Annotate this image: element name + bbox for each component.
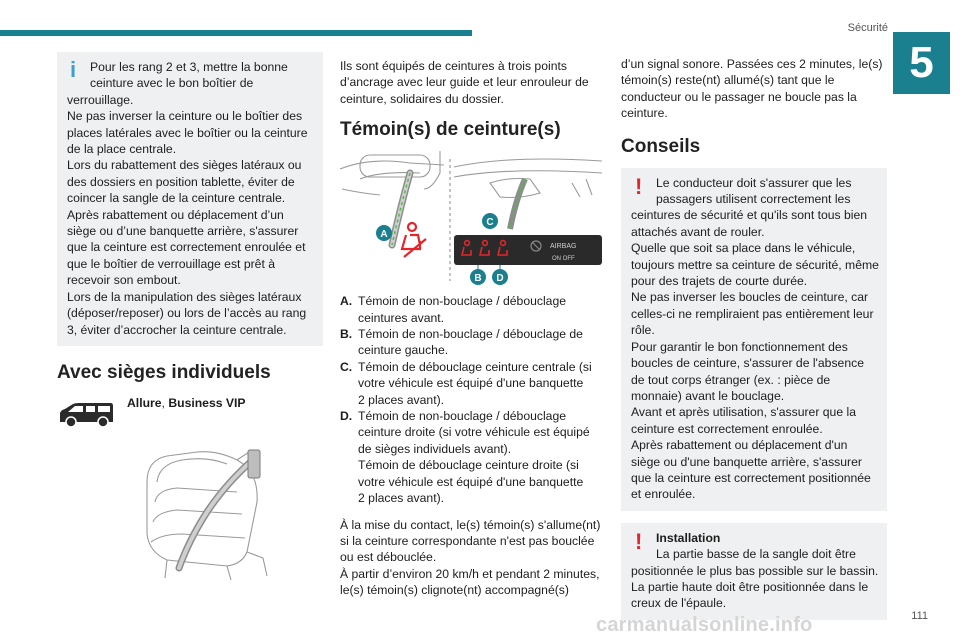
warning-first-line: Le conducteur doit s'assurer que les passagers utilisent correctement les	[656, 175, 852, 207]
info-box	[57, 52, 323, 346]
version-business-vip: Business VIP	[168, 395, 246, 410]
intro-paragraph: Ils sont équipés de ceintures à trois points d’ancrage avec leur guide et leur enrouleur de ceinture, solidaires du dossier.	[340, 59, 589, 106]
column-right	[621, 56, 887, 620]
belt-warning-illustration	[340, 149, 604, 287]
version-row	[57, 394, 323, 428]
ignition-paragraph: À la mise du contact, le(s) témoin(s) s'allume(nt) si la ceinture correspondante n'est pas bouclée ou est débouclée. À partir d’environ 20 km/h et pendant 2 minutes, le(s) témoin(s) clignote(nt) accompagné(s)	[340, 517, 601, 598]
column-middle	[340, 58, 606, 599]
continued-paragraph: d’un signal sonore. Passées ces 2 minutes, le(s) témoin(s) reste(nt) allumé(s) tant que le conducteur ou le passager ne boucle pas la ceinture.	[621, 57, 883, 121]
legend-item-c: C. Témoin de débouclage ceinture centrale (si votre véhicule est équipé d'une banquette 2 places avant).	[340, 359, 592, 407]
legend-item-d: D. Témoin de non-bouclage / débouclage ceinture droite (si votre véhicule est équipé de sièges individuels avant). Témoin de débouclage ceinture droite (si votre véhicule est équipé d'une banquette 2 places avant).	[340, 409, 590, 506]
version-separator: ,	[161, 395, 169, 410]
panel-text-onoff: ON OFF	[552, 256, 575, 263]
version-label	[127, 396, 246, 410]
legend-item-b: B. Témoin de non-bouclage / débouclage de ceinture gauche.	[340, 327, 583, 358]
warning-box-advice	[621, 168, 887, 511]
heading-advice: Conseils	[621, 135, 701, 157]
label-b: B	[474, 273, 482, 285]
installation-title: Installation	[656, 530, 721, 545]
label-a: A	[380, 229, 388, 241]
warning-box-installation	[621, 523, 887, 620]
info-body: verrouillage. Ne pas inverser la ceinture ou le boîtier des places latérales avec le boîtier ou la ceinture de la place centrale. Lors du rabattement des sièges latéraux ou des dossiers en position tablette, éviter de coincer la sangle de la ceinture centrale. Après rabattement ou déplacement d’un siège ou d’une banquette arrière, s'assurer que la ceinture est correctement enroulée et que le boîtier de verrouillage est prêt à recevoir son embout. Lors de la manipulation des sièges latéraux (déposer/reposer) ou lors de l’accès au rang 3, éviter d’accrocher la ceinture centrale.	[67, 92, 308, 337]
column-left	[57, 52, 323, 587]
chapter-number-tab: 5	[893, 32, 950, 94]
page-number: 111	[911, 610, 928, 622]
header-accent-bar	[0, 30, 472, 36]
version-allure: Allure	[127, 395, 162, 410]
heading-individual-seats: Avec sièges individuels	[57, 361, 271, 383]
installation-body: positionnée le plus bas possible sur le bassin. La partie haute doit être positionnée dans le creux de l'épaule.	[631, 563, 879, 611]
warning-icon: !	[635, 173, 643, 199]
legend-item-a: A. Témoin de non-bouclage / débouclage ceintures avant.	[340, 294, 567, 325]
legend-list	[340, 293, 606, 506]
section-title: Sécurité	[847, 22, 888, 34]
van-icon	[57, 402, 115, 428]
warning-icon: !	[635, 528, 643, 554]
warning-body: ceintures de sécurité et qu'ils sont tous bien attachés avant de rouler. Quelle que soit sa place dans le véhicule, toujours mettre sa ceinture de sécurité, même pour des trajets de courte durée. Ne pas inverser les boucles de ceinture, car celles-ci ne rempliraient pas entièrement leur rôle. Pour garantir le bon fonctionnement des boucles de ceinture, s'assurer de l'absence de tout corps étranger (ex. : pièce de monnaie) avant le bouclage. Avant et après utilisation, s'assurer que la ceinture est correctement enroulée. Après rabattement ou déplacement d'un siège ou d'une banquette arrière, s'assurer que la ceinture est correctement positionnée et enroulée.	[631, 208, 879, 502]
info-icon: i	[70, 57, 77, 82]
panel-text-airbag: AIRBAG	[550, 243, 577, 251]
info-first-line: Pour les rang 2 et 3, mettre la bonne ceinture avec le bon boîtier de	[90, 60, 288, 91]
installation-first-line: La partie basse de la sangle doit être	[656, 547, 856, 562]
watermark: carmanualsonline.info	[596, 614, 813, 636]
heading-belt-warning: Témoin(s) de ceinture(s)	[340, 119, 561, 141]
seatbelt-warning-icon	[402, 223, 426, 257]
seat-belt-illustration	[107, 442, 277, 582]
label-d: D	[496, 273, 504, 285]
label-c: C	[486, 217, 494, 229]
